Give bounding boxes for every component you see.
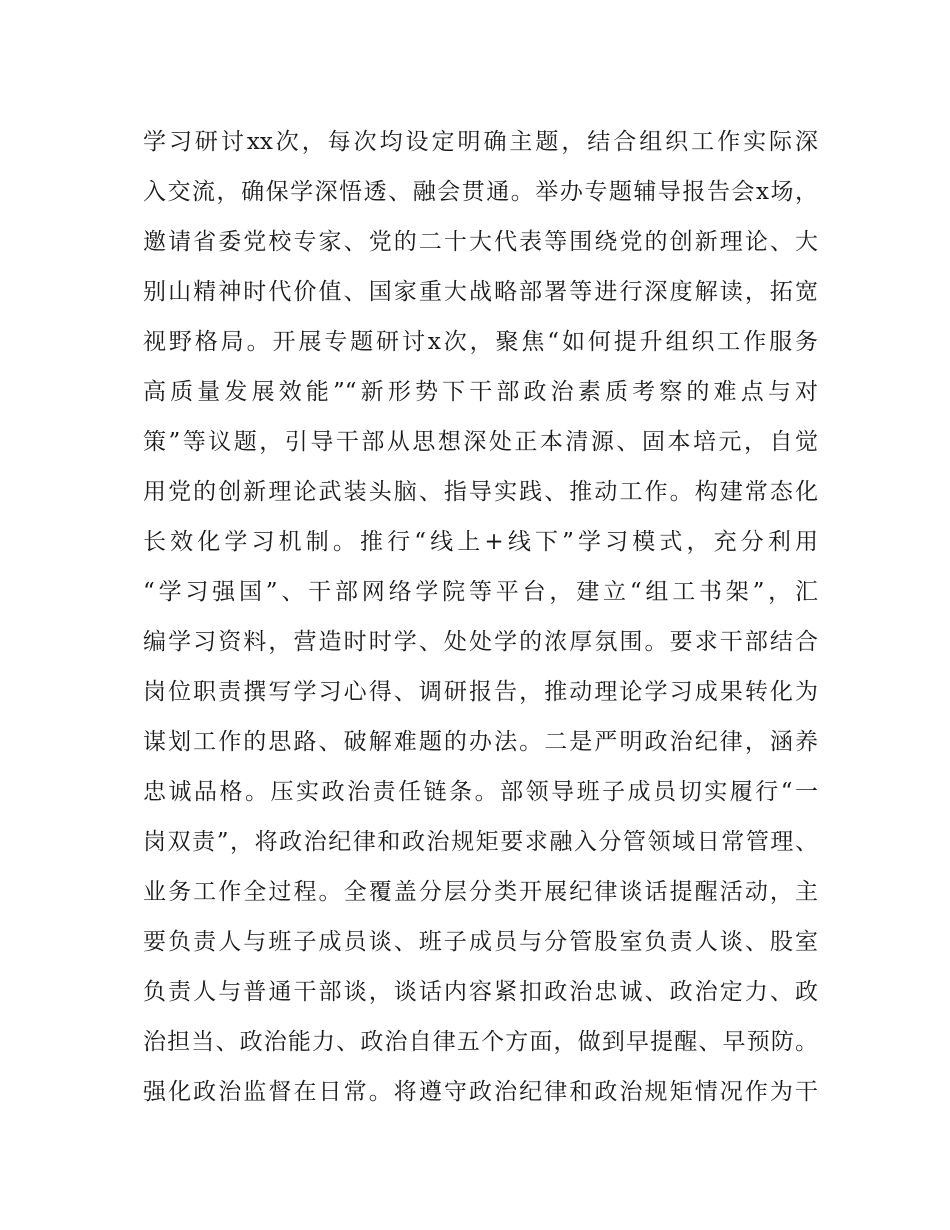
document-line: 忠诚品格。压实政治责任链条。部领导班子成员切实履行“一 [143,779,818,805]
document-line: 负责人与普通干部谈，谈话内容紧扣政治忠诚、政治定力、政 [143,979,818,1005]
document-line: 入交流，确保学深悟透、融会贯通。举办专题辅导报告会x场， [143,179,818,205]
document-line: 要负责人与班子成员谈、班子成员与分管股室负责人谈、股室 [143,929,818,955]
document-line: 别山精神时代价值、国家重大战略部署等进行深度解读，拓宽 [143,279,818,305]
document-line: 岗位职责撰写学习心得、调研报告，推动理论学习成果转化为 [143,679,818,705]
document-line: 强化政治监督在日常。将遵守政治纪律和政治规矩情况作为干 [143,1079,818,1105]
document-line: 策”等议题，引导干部从思想深处正本清源、固本培元，自觉 [143,429,818,455]
document-line: 岗双责”，将政治纪律和政治规矩要求融入分管领域日常管理、 [143,829,818,855]
document-line: 长效化学习机制。推行“线上+线下”学习模式，充分利用 [143,529,818,555]
document-line: 视野格局。开展专题研讨x次，聚焦“如何提升组织工作服务 [143,329,818,355]
document-body [143,117,818,1117]
document-line: 治担当、政治能力、政治自律五个方面，做到早提醒、早预防。 [143,1029,818,1055]
document-line: 编学习资料，营造时时学、处处学的浓厚氛围。要求干部结合 [143,629,818,655]
document-line: 学习研讨xx次，每次均设定明确主题，结合组织工作实际深 [143,129,818,155]
document-line: “学习强国”、干部网络学院等平台，建立“组工书架”，汇 [143,579,818,605]
document-line: 邀请省委党校专家、党的二十大代表等围绕党的创新理论、大 [143,229,818,255]
document-line: 用党的创新理论武装头脑、指导实践、推动工作。构建常态化 [143,479,818,505]
document-line: 业务工作全过程。全覆盖分层分类开展纪律谈话提醒活动，主 [143,879,818,905]
document-line: 高质量发展效能”“新形势下干部政治素质考察的难点与对 [143,379,818,405]
document-line: 谋划工作的思路、破解难题的办法。二是严明政治纪律，涵养 [143,729,818,755]
